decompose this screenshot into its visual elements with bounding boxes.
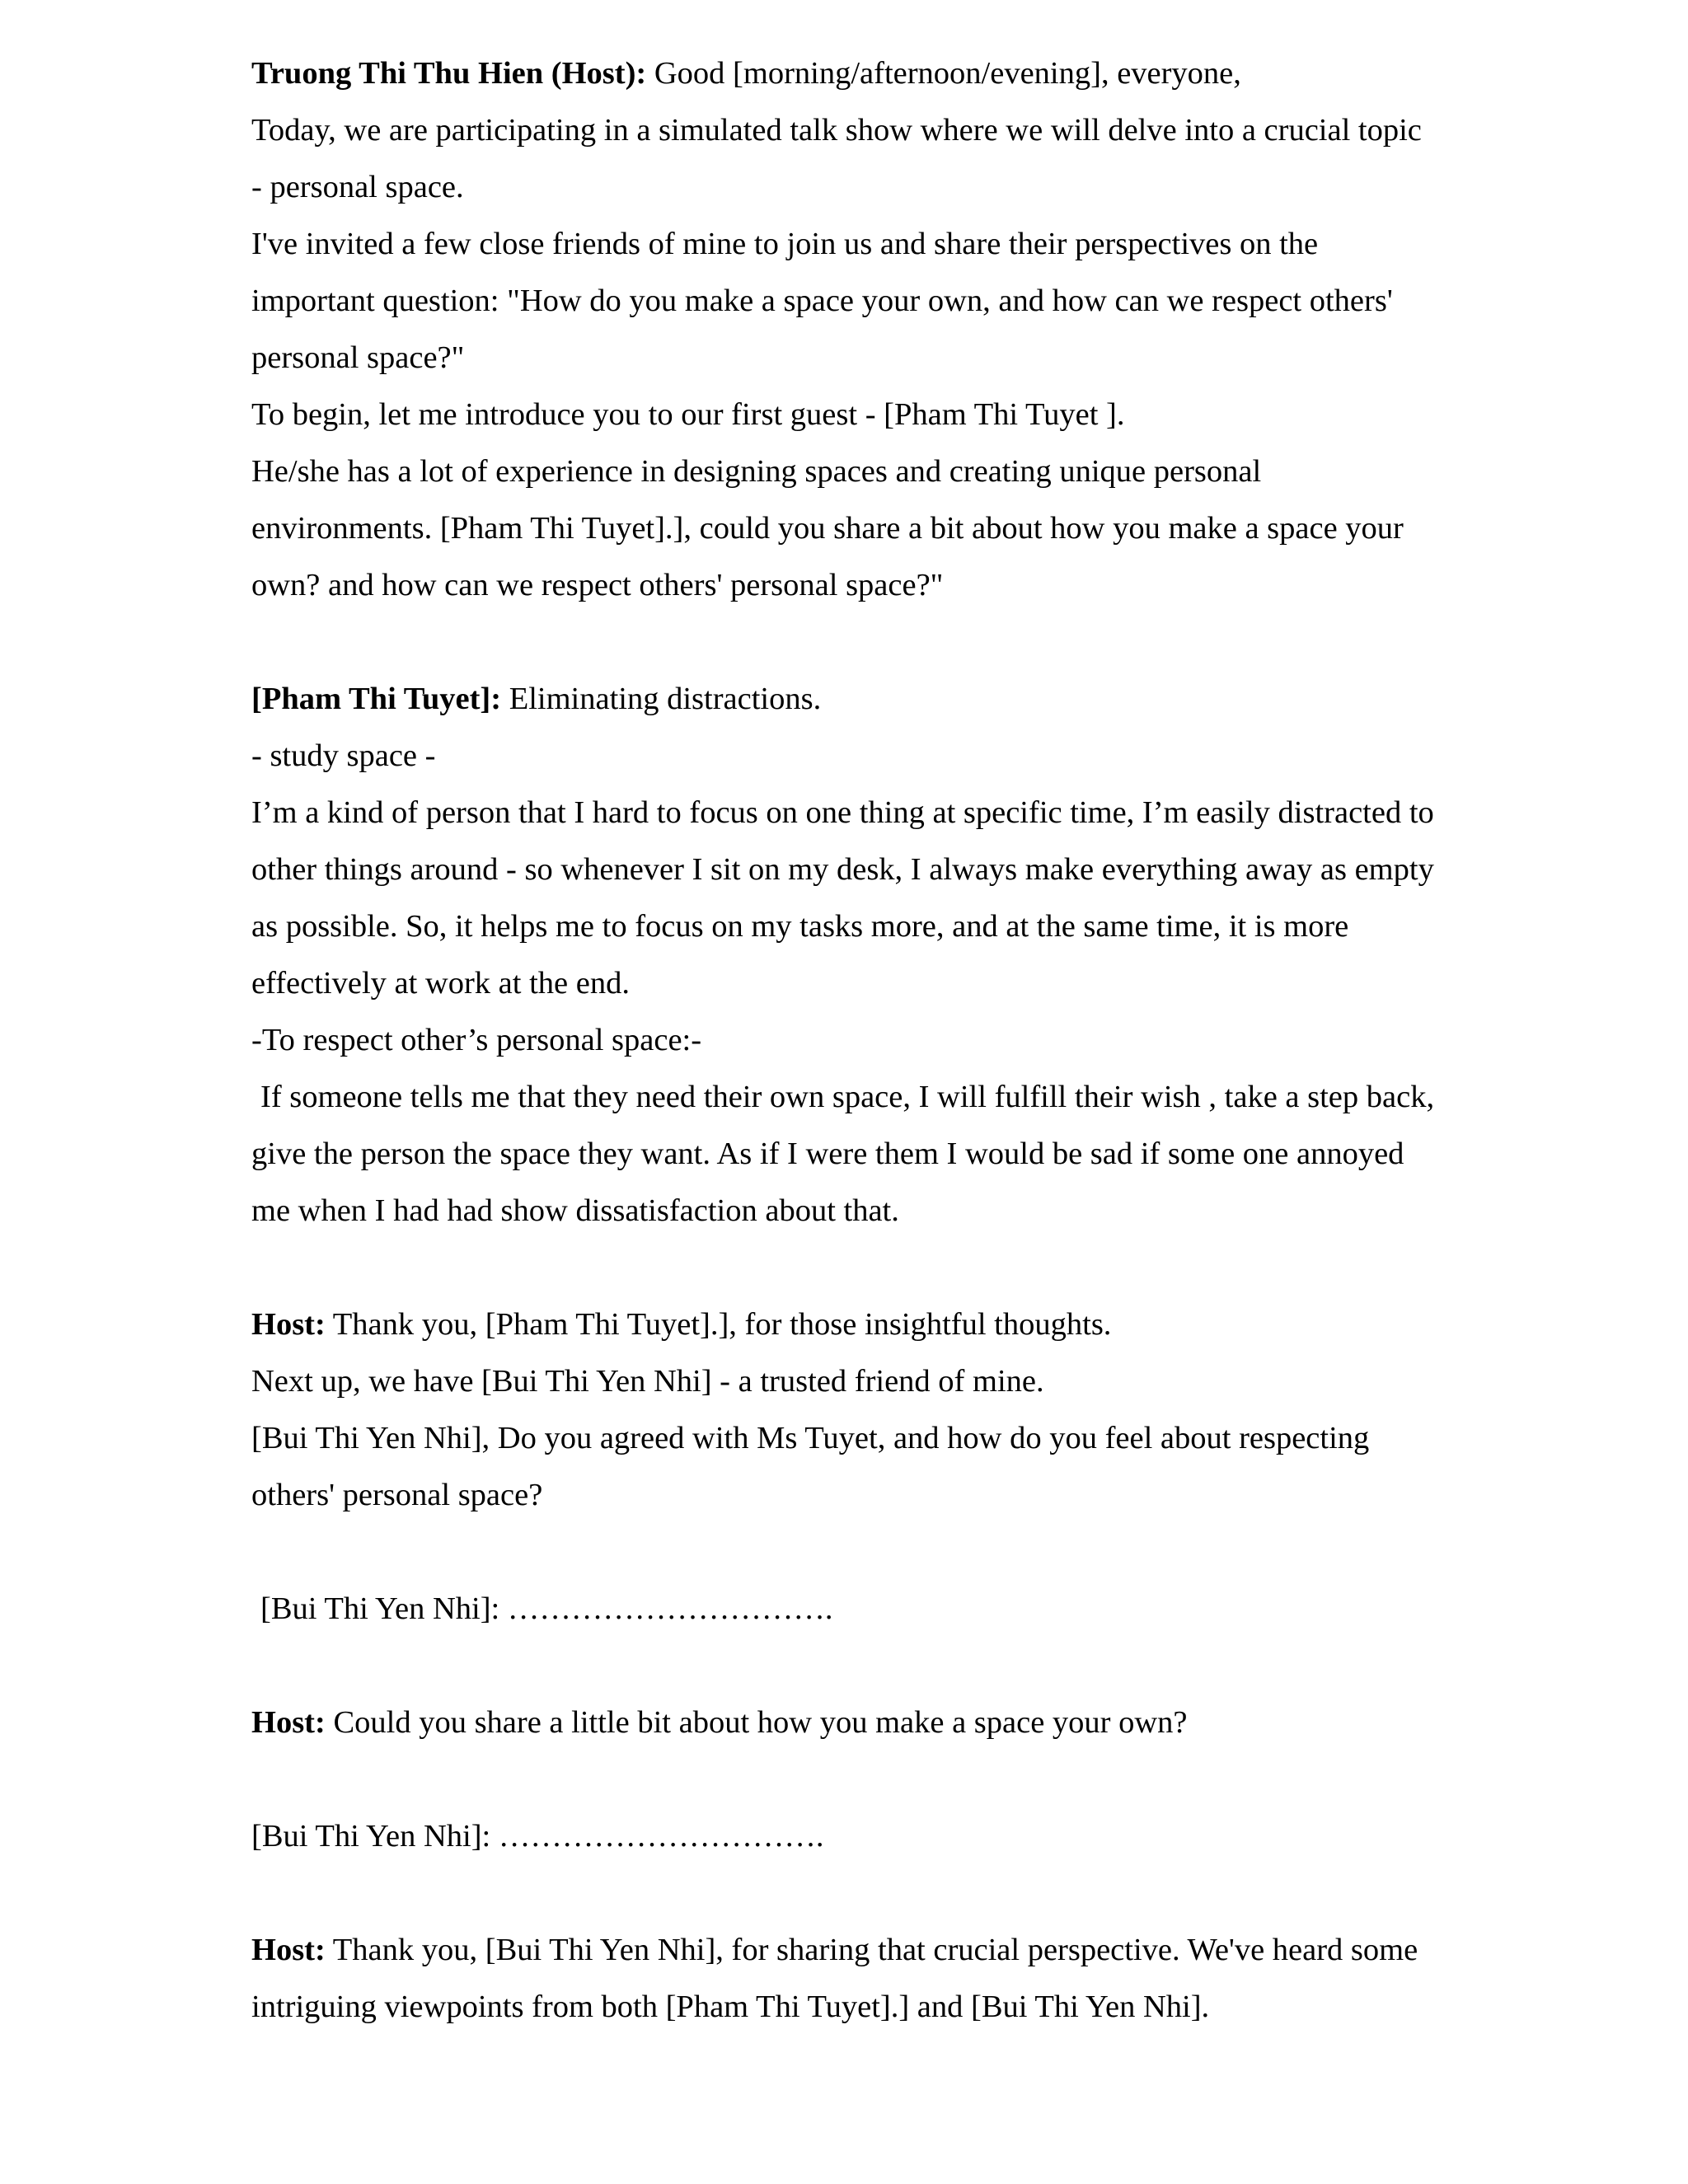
host2-first-text: Could you share a little bit about how you make a space your own? <box>333 1705 1188 1740</box>
host-speaker-label: Truong Thi Thu Hien (Host): <box>251 56 647 91</box>
tuyet-line-9: me when I had had show dissatisfaction about that. <box>251 1193 899 1228</box>
tuyet-line-7: If someone tells me that they need their own space, I will fulfill their wish , take a step back, <box>260 1080 1435 1114</box>
tuyet-line-3: other things around - so whenever I sit on my desk, I always make everything away as empty <box>251 852 1434 887</box>
intro-line-7: He/she has a lot of experience in designing spaces and creating unique personal <box>251 454 1262 489</box>
paragraph-gap <box>251 1240 1521 1296</box>
tuyet-line-5: effectively at work at the end. <box>251 966 630 1001</box>
nhi1-line: [Bui Thi Yen Nhi]: …………………………. <box>260 1591 833 1626</box>
host3-line-0 <box>251 1922 1521 1979</box>
paragraph-gap <box>251 1638 1521 1694</box>
host1-first-text: Thank you, [Pham Thi Tuyet].], for those insightful thoughts. <box>332 1307 1112 1342</box>
host1-line-1: Next up, we have [Bui Thi Yen Nhi] - a trusted friend of mine. <box>251 1364 1044 1399</box>
tuyet-line-6: -To respect other’s personal space:- <box>251 1023 702 1057</box>
nhi2-line: [Bui Thi Yen Nhi]: …………………………. <box>251 1819 824 1854</box>
tuyet-line-4: as possible. So, it helps me to focus on my tasks more, and at the same time, it is more <box>251 909 1349 944</box>
host-speaker-label: Host: <box>251 1933 326 1967</box>
intro-line-3: I've invited a few close friends of mine to join us and share their perspectives on the <box>251 227 1319 261</box>
intro-greeting: Good [morning/afternoon/evening], everyone, <box>654 56 1241 91</box>
tuyet-line-2: I’m a kind of person that I hard to focus on one thing at specific time, I’m easily distracted to <box>251 795 1434 830</box>
host3-first-text: Thank you, [Bui Thi Yen Nhi], for sharing that crucial perspective. We've heard some <box>332 1933 1418 1967</box>
transcript-body <box>251 45 1521 2036</box>
tuyet-line-8: give the person the space they want. As if I were them I would be sad if some one annoyed <box>251 1137 1404 1171</box>
intro-line-4: important question: "How do you make a space your own, and how can we respect others' <box>251 284 1393 318</box>
tuyet-speaker-label: [Pham Thi Tuyet]: <box>251 682 502 716</box>
intro-line-1: Today, we are participating in a simulated talk show where we will delve into a crucial topic <box>251 113 1422 148</box>
intro-line-8: environments. [Pham Thi Tuyet].], could you share a bit about how you make a space your <box>251 511 1404 546</box>
paragraph-gap <box>251 1865 1521 1922</box>
host1-line-3: others' personal space? <box>251 1478 543 1512</box>
host1-line-0 <box>251 1296 1521 1353</box>
intro-line-0 <box>251 45 1521 102</box>
intro-line-2: - personal space. <box>251 170 464 204</box>
paragraph-gap <box>251 1751 1521 1808</box>
host1-line-2: [Bui Thi Yen Nhi], Do you agreed with Ms Tuyet, and how do you feel about respecting <box>251 1421 1370 1455</box>
tuyet-first-text: Eliminating distractions. <box>509 682 822 716</box>
paragraph-gap <box>251 1524 1521 1581</box>
host-speaker-label: Host: <box>251 1705 326 1740</box>
tuyet-line-0 <box>251 671 1521 728</box>
tuyet-line-1: - study space - <box>251 738 436 773</box>
intro-line-9: own? and how can we respect others' personal space?" <box>251 568 944 602</box>
intro-line-5: personal space?" <box>251 340 465 375</box>
host2-line-0 <box>251 1694 1521 1751</box>
host-speaker-label: Host: <box>251 1307 326 1342</box>
paragraph-gap <box>251 614 1521 671</box>
intro-line-6: To begin, let me introduce you to our first guest - [Pham Thi Tuyet ]. <box>251 397 1125 432</box>
host3-line-1: intriguing viewpoints from both [Pham Thi Tuyet].] and [Bui Thi Yen Nhi]. <box>251 1990 1210 2024</box>
